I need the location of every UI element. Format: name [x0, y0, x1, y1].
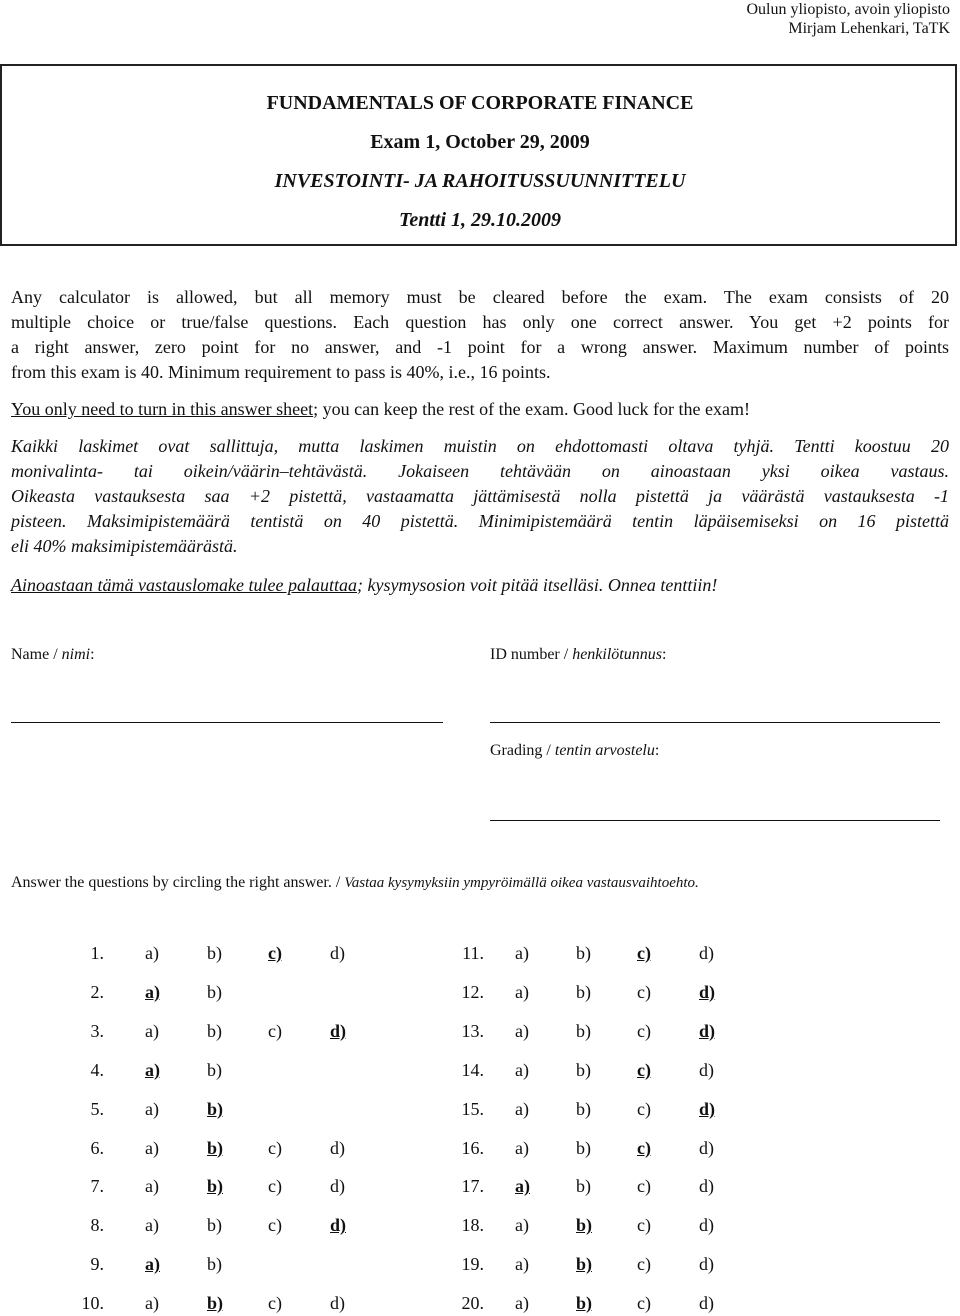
answer-option-d[interactable]: d): [699, 1176, 714, 1197]
answer-option-d[interactable]: d): [699, 1059, 714, 1080]
question-number: 2.: [90, 981, 104, 1002]
answer-option-d[interactable]: d): [699, 1098, 716, 1119]
id-label-fi: henkilötunnus: [572, 646, 662, 663]
instructions-en: [11, 285, 949, 385]
answer-option-a[interactable]: a): [515, 1098, 529, 1119]
answer-option-b[interactable]: b): [576, 1059, 591, 1080]
question-number: 19.: [461, 1254, 484, 1275]
grading-field-line[interactable]: [490, 820, 940, 821]
answer-option-b[interactable]: b): [207, 1176, 224, 1197]
answer-option-a[interactable]: a): [515, 943, 529, 963]
id-label-colon: :: [661, 646, 667, 663]
answer-option-c[interactable]: c): [268, 1215, 282, 1236]
turn-in-note-en: [11, 397, 949, 422]
name-label-en: Name /: [11, 646, 62, 663]
id-field-line[interactable]: [490, 722, 940, 723]
answer-option-a[interactable]: a): [145, 1176, 159, 1197]
exam-title-en: Exam 1, October 29, 2009: [370, 131, 590, 153]
answer-option-c[interactable]: c): [637, 943, 651, 963]
author-line: Mirjam Lehenkari, TaTK: [788, 20, 950, 37]
question-number: 16.: [461, 1137, 484, 1158]
answer-option-c[interactable]: c): [637, 1098, 651, 1119]
question-number: 10.: [81, 1293, 104, 1314]
answer-option-c[interactable]: c): [637, 1137, 651, 1158]
answer-option-b[interactable]: b): [576, 1176, 591, 1197]
answer-option-c[interactable]: c): [268, 1293, 282, 1314]
answer-option-a[interactable]: a): [145, 1254, 160, 1275]
name-label-colon: :: [90, 646, 95, 663]
question-number: 3.: [90, 1020, 104, 1041]
id-label: [490, 646, 666, 664]
answer-option-b[interactable]: b): [576, 1215, 593, 1236]
turn-in-underlined-en: You only need to turn in this answer sheet: [11, 399, 314, 419]
answer-option-d[interactable]: d): [699, 1137, 714, 1158]
name-label: [11, 646, 95, 664]
answer-option-a[interactable]: a): [515, 1137, 529, 1158]
name-field-line[interactable]: [11, 722, 443, 723]
answer-option-b[interactable]: b): [207, 981, 222, 1002]
answer-option-a[interactable]: a): [145, 1293, 159, 1314]
answer-option-d[interactable]: d): [699, 943, 714, 963]
instructions-en-line: Any calculator is allowed, but all memory must be cleared before the exam. The exam consists of 20: [11, 287, 949, 307]
answer-option-a[interactable]: a): [515, 1293, 529, 1314]
answer-option-d[interactable]: d): [699, 1020, 716, 1041]
answer-option-c[interactable]: c): [637, 1254, 651, 1275]
answer-option-a[interactable]: a): [145, 1215, 159, 1236]
question-number: 11.: [462, 943, 484, 963]
answer-option-a[interactable]: a): [515, 1254, 529, 1275]
turn-in-note-fi: [11, 573, 949, 598]
answer-option-b[interactable]: b): [576, 1137, 591, 1158]
exam-title-fi: Tentti 1, 29.10.2009: [398, 209, 562, 231]
answer-option-a[interactable]: a): [145, 981, 160, 1002]
question-number: 9.: [90, 1254, 104, 1275]
question-number: 17.: [461, 1176, 484, 1197]
question-number: 12.: [461, 981, 484, 1002]
answer-option-c[interactable]: c): [637, 1176, 651, 1197]
answer-option-d[interactable]: d): [330, 1293, 345, 1314]
answer-option-c[interactable]: c): [268, 943, 282, 963]
answer-option-a[interactable]: a): [145, 943, 159, 963]
answer-option-b[interactable]: b): [207, 1020, 222, 1041]
grading-label-colon: :: [654, 742, 660, 759]
instructions-fi-line: Oikeasta vastauksesta saa +2 pistettä, vastaamatta jättämisestä nolla pistettä ja väärästä vastauksesta -1: [11, 486, 949, 506]
answer-option-b[interactable]: b): [207, 1215, 222, 1236]
answer-option-d[interactable]: d): [330, 1137, 345, 1158]
answer-option-c[interactable]: c): [637, 1293, 651, 1314]
turn-in-rest-fi: ; kysymysosion voit pitää itselläsi. Onnea tenttiin!: [356, 575, 718, 595]
instructions-fi-line: monivalinta- tai oikein/väärin–tehtävästä. Jokaiseen tehtävään on ainoastaan yksi oikea vastaus.: [11, 461, 949, 481]
question-number: 20.: [461, 1293, 484, 1314]
name-label-fi: nimi: [61, 646, 91, 663]
answer-option-b[interactable]: b): [207, 1098, 224, 1119]
question-number: 4.: [90, 1059, 104, 1080]
instructions-fi-line: Kaikki laskimet ovat sallittuja, mutta laskimen muistin on ehdottomasti oltava tyhjä. Tentti koostuu 20: [11, 436, 949, 456]
answer-option-b[interactable]: b): [576, 1098, 591, 1119]
answer-option-b[interactable]: b): [576, 943, 591, 963]
answer-option-a[interactable]: a): [515, 981, 529, 1002]
instructions-fi-line: eli 40% maksimipistemäärästä.: [11, 536, 238, 556]
course-title-fi: INVESTOINTI- JA RAHOITUSSUUNNITTELU: [274, 170, 686, 192]
grading-label-en: Grading /: [490, 742, 555, 759]
answer-option-b[interactable]: b): [576, 981, 591, 1002]
question-number: 1.: [90, 943, 104, 963]
answer-option-b[interactable]: b): [207, 1293, 224, 1314]
answer-option-d[interactable]: d): [699, 981, 716, 1002]
answer-option-a[interactable]: a): [145, 1137, 159, 1158]
answer-option-a[interactable]: a): [515, 1176, 530, 1197]
question-number: 15.: [461, 1098, 484, 1119]
turn-in-underlined-fi: Ainoastaan tämä vastauslomake tulee palauttaa: [11, 575, 357, 595]
answer-option-c[interactable]: c): [637, 1020, 651, 1041]
id-label-en: ID number /: [490, 646, 573, 663]
answer-option-d[interactable]: d): [330, 1176, 345, 1197]
answer-option-c[interactable]: c): [268, 1137, 282, 1158]
answer-option-b[interactable]: b): [576, 1020, 591, 1041]
answer-option-d[interactable]: d): [330, 1020, 347, 1041]
institution-line: Oulun yliopisto, avoin yliopisto: [746, 1, 950, 18]
instructions-en-line: from this exam is 40. Minimum requirement to pass is 40%, i.e., 16 points.: [11, 362, 551, 382]
answer-option-d[interactable]: d): [330, 943, 345, 963]
grading-label-fi: tentin arvostelu: [554, 742, 655, 759]
answer-option-a[interactable]: a): [515, 1215, 529, 1236]
turn-in-rest-en: ; you can keep the rest of the exam. Good luck for the exam!: [313, 399, 750, 419]
answer-instruction: [11, 874, 699, 892]
answer-option-b[interactable]: b): [207, 1254, 222, 1275]
question-number: 14.: [461, 1059, 484, 1080]
instructions-en-line: multiple choice or true/false questions. Each question has only one correct answer. You get +2 points for: [11, 312, 949, 332]
question-number: 6.: [90, 1137, 104, 1158]
question-number: 18.: [461, 1215, 484, 1236]
course-title-en: FUNDAMENTALS OF CORPORATE FINANCE: [266, 92, 694, 114]
answer-option-a[interactable]: a): [145, 1020, 159, 1041]
answer-option-d[interactable]: d): [330, 1215, 347, 1236]
answer-option-b[interactable]: b): [576, 1293, 593, 1314]
answer-option-a[interactable]: a): [145, 1098, 159, 1119]
question-number: 8.: [90, 1215, 104, 1236]
answer-option-b[interactable]: b): [207, 1059, 222, 1080]
answer-option-c[interactable]: c): [637, 1059, 651, 1080]
instructions-fi: [11, 434, 949, 559]
answer-option-a[interactable]: a): [515, 1059, 529, 1080]
answer-option-b[interactable]: b): [207, 1137, 224, 1158]
answer-option-b[interactable]: b): [207, 943, 222, 963]
answer-option-a[interactable]: a): [515, 1020, 529, 1041]
answer-option-d[interactable]: d): [699, 1215, 714, 1236]
instructions-fi-line: pisteen. Maksimipistemäärä tentistä on 40 pistettä. Minimipistemäärä tentin läpäisemiseksi on 16 pistettä: [11, 511, 949, 531]
instructions-en-line: a right answer, zero point for no answer, and -1 point for a wrong answer. Maximum number of points: [11, 337, 949, 357]
answer-option-d[interactable]: d): [699, 1293, 714, 1314]
question-number: 5.: [90, 1098, 104, 1119]
question-number: 13.: [461, 1020, 484, 1041]
answer-option-c[interactable]: c): [637, 1215, 651, 1236]
question-number: 7.: [90, 1176, 104, 1197]
answer-instruction-fi: Vastaa kysymyksiin ympyröimällä oikea vastausvaihtoehto.: [344, 875, 699, 891]
answer-option-a[interactable]: a): [145, 1059, 160, 1080]
answer-option-c[interactable]: c): [268, 1176, 282, 1197]
answer-instruction-en: Answer the questions by circling the right answer. /: [11, 874, 345, 891]
grading-label: [490, 742, 659, 760]
answer-option-b[interactable]: b): [576, 1254, 593, 1275]
answer-option-c[interactable]: c): [637, 981, 651, 1002]
answer-option-d[interactable]: d): [699, 1254, 714, 1275]
answer-option-c[interactable]: c): [268, 1020, 282, 1041]
